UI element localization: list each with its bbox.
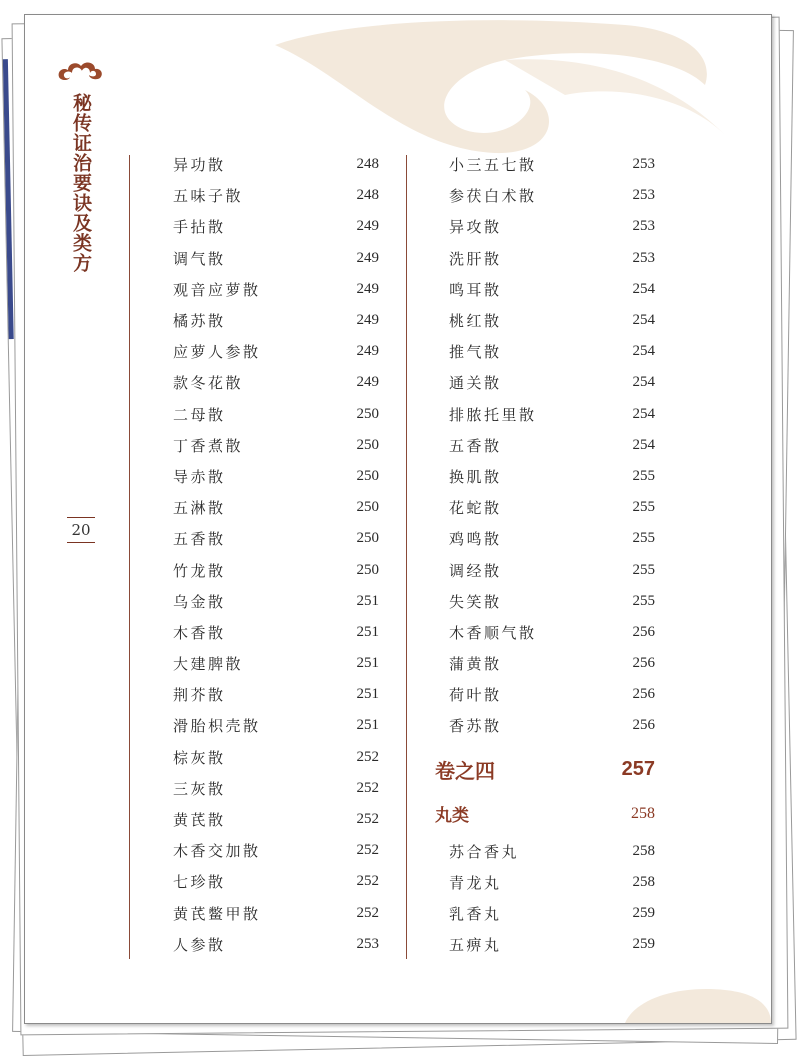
toc-column-right: [435, 149, 655, 960]
toc-entry-page: 253: [632, 187, 655, 204]
toc-column-left: [173, 149, 379, 960]
toc-entry[interactable]: [173, 804, 379, 835]
toc-entry-page: 255: [632, 467, 655, 484]
toc-entry-page: 251: [356, 686, 379, 703]
toc-entry-name: 丁香煮散: [173, 436, 244, 455]
toc-entry[interactable]: [435, 554, 655, 585]
toc-entry-page: 250: [356, 561, 379, 578]
toc-entry[interactable]: [173, 710, 379, 741]
toc-entry-page: 250: [356, 499, 379, 516]
toc-entry-name: 棕灰散: [173, 748, 226, 767]
toc-entry-page: 255: [632, 592, 655, 609]
toc-entry[interactable]: [435, 929, 655, 960]
toc-entry-page: 253: [632, 156, 655, 173]
toc-entry-name: 调气散: [173, 249, 226, 268]
toc-entry-name: 应萝人参散: [173, 343, 261, 362]
toc-entry-page: 254: [632, 280, 655, 297]
toc-entry-name: 大建脾散: [173, 655, 244, 674]
toc-entry[interactable]: [435, 523, 655, 554]
toc-entry[interactable]: [435, 867, 655, 898]
toc-entry-name: 二母散: [173, 405, 226, 424]
toc-entry-page: 255: [632, 530, 655, 547]
toc-entry[interactable]: [173, 274, 379, 305]
column-divider-left: [129, 155, 130, 959]
toc-entry-name: 观音应萝散: [173, 280, 261, 299]
toc-entry[interactable]: [173, 523, 379, 554]
toc-entry[interactable]: [173, 430, 379, 461]
toc-entry[interactable]: [435, 836, 655, 867]
toc-entry-page: 252: [356, 779, 379, 796]
toc-entry-name: 五淋散: [173, 499, 226, 518]
toc-entry-page: 249: [356, 249, 379, 266]
toc-entry-name: 推气散: [449, 343, 502, 362]
toc-entry-name: 导赤散: [173, 467, 226, 486]
toc-entry-page: 253: [632, 218, 655, 235]
toc-entry-page: 252: [356, 811, 379, 828]
section-heading-name: 卷之四: [435, 759, 495, 784]
toc-entry-name: 鸡鸣散: [449, 530, 502, 549]
toc-entry[interactable]: [173, 898, 379, 929]
toc-entry-page: 250: [356, 530, 379, 547]
section-heading-page: 257: [621, 758, 655, 781]
toc-entry[interactable]: [435, 149, 655, 180]
toc-entry[interactable]: [173, 648, 379, 679]
toc-entry-name: 香苏散: [449, 717, 502, 736]
toc-entry-page: 254: [632, 436, 655, 453]
toc-entry-name: 排脓托里散: [449, 405, 537, 424]
toc-entry[interactable]: [173, 742, 379, 773]
toc-entry-name: 异功散: [173, 156, 226, 175]
toc-entry-page: 255: [632, 561, 655, 578]
toc-entry-name: 五香散: [449, 436, 502, 455]
toc-entry-page: 256: [632, 686, 655, 703]
toc-entry[interactable]: [173, 211, 379, 242]
toc-entry[interactable]: [435, 679, 655, 710]
toc-entry-name: 桃红散: [449, 312, 502, 331]
toc-entry[interactable]: [173, 679, 379, 710]
toc-entry[interactable]: [173, 305, 379, 336]
toc-entry-name: 三灰散: [173, 779, 226, 798]
decorative-swirl-background: [25, 15, 771, 1023]
toc-entry[interactable]: [435, 243, 655, 274]
toc-entry[interactable]: [435, 461, 655, 492]
toc-entry-page: 251: [356, 655, 379, 672]
toc-entry[interactable]: [435, 399, 655, 430]
toc-entry[interactable]: [173, 492, 379, 523]
toc-entry-page: 251: [356, 623, 379, 640]
toc-entry-page: 249: [356, 374, 379, 391]
toc-entry-page: 252: [356, 904, 379, 921]
toc-entry-page: 248: [356, 156, 379, 173]
book-title-vertical: 秘传证治要诀及类方: [70, 93, 92, 273]
toc-entry[interactable]: [173, 617, 379, 648]
toc-entry[interactable]: [435, 336, 655, 367]
toc-entry-name: 调经散: [449, 561, 502, 580]
toc-entry-name: 木香顺气散: [449, 623, 537, 642]
toc-entry-page: 256: [632, 655, 655, 672]
toc-entry-name: 黄芪鳖甲散: [173, 904, 261, 923]
toc-entry-name: 参茯白术散: [449, 187, 537, 206]
toc-entry-page: 249: [356, 312, 379, 329]
toc-entry-page: 248: [356, 187, 379, 204]
toc-entry[interactable]: [173, 866, 379, 897]
toc-entry-page: 259: [632, 905, 655, 922]
toc-entry-page: 258: [632, 842, 655, 859]
toc-entry-name: 滑胎枳壳散: [173, 717, 261, 736]
toc-entry-page: 249: [356, 343, 379, 360]
toc-entry[interactable]: [173, 773, 379, 804]
toc-entry-page: 252: [356, 873, 379, 890]
subsection-heading-pills[interactable]: [435, 792, 655, 836]
toc-entry-page: 256: [632, 717, 655, 734]
toc-entry-name: 通关散: [449, 374, 502, 393]
toc-entry-name: 竹龙散: [173, 561, 226, 580]
toc-entry-name: 花蛇散: [449, 499, 502, 518]
toc-entry-name: 异攻散: [449, 218, 502, 237]
toc-entry-name: 失笑散: [449, 592, 502, 611]
toc-entry-name: 人参散: [173, 935, 226, 954]
toc-entry-name: 木香散: [173, 623, 226, 642]
toc-entry[interactable]: [435, 648, 655, 679]
toc-entry[interactable]: [435, 180, 655, 211]
toc-entry[interactable]: [435, 492, 655, 523]
toc-entry-name: 黄芪散: [173, 811, 226, 830]
toc-entry[interactable]: [173, 149, 379, 180]
toc-entry[interactable]: [173, 586, 379, 617]
toc-entry-name: 青龙丸: [449, 873, 502, 892]
toc-entry[interactable]: [435, 367, 655, 398]
toc-entry-page: 254: [632, 343, 655, 360]
toc-entry-name: 五痹丸: [449, 936, 502, 955]
toc-entry-name: 七珍散: [173, 873, 226, 892]
column-divider-middle: [406, 155, 407, 959]
toc-entry-page: 251: [356, 717, 379, 734]
toc-entry[interactable]: [435, 898, 655, 929]
toc-entry[interactable]: [435, 617, 655, 648]
book-page: [24, 14, 772, 1024]
toc-entry[interactable]: [173, 399, 379, 430]
toc-entry-page: 254: [632, 312, 655, 329]
toc-entry-name: 手拈散: [173, 218, 226, 237]
toc-entry-page: 250: [356, 467, 379, 484]
auspicious-cloud-icon: [55, 57, 105, 83]
toc-entry-page: 251: [356, 592, 379, 609]
toc-entry[interactable]: [173, 929, 379, 960]
toc-entry[interactable]: [435, 430, 655, 461]
toc-entry-page: 255: [632, 499, 655, 516]
toc-entry-name: 乳香丸: [449, 905, 502, 924]
toc-entry-name: 木香交加散: [173, 842, 261, 861]
toc-entry[interactable]: [173, 461, 379, 492]
toc-entry-page: 252: [356, 748, 379, 765]
toc-entry[interactable]: [435, 274, 655, 305]
toc-entry-page: 258: [632, 873, 655, 890]
toc-entry-page: 254: [632, 405, 655, 422]
toc-entry[interactable]: [173, 554, 379, 585]
toc-entry[interactable]: [173, 243, 379, 274]
toc-entry[interactable]: [173, 336, 379, 367]
toc-entry[interactable]: [173, 180, 379, 211]
toc-entry-name: 荆芥散: [173, 686, 226, 705]
toc-entry-page: 249: [356, 218, 379, 235]
toc-entry-name: 苏合香丸: [449, 842, 520, 861]
toc-entry-name: 蒲黄散: [449, 655, 502, 674]
toc-entry-name: 换肌散: [449, 467, 502, 486]
section-heading-volume-four[interactable]: [435, 748, 655, 792]
toc-entry[interactable]: [435, 211, 655, 242]
toc-entry-page: 249: [356, 280, 379, 297]
toc-entry-name: 橘苏散: [173, 312, 226, 331]
toc-entry-page: 253: [356, 935, 379, 952]
toc-entry-page: 259: [632, 936, 655, 953]
toc-entry-name: 款冬花散: [173, 374, 244, 393]
toc-entry-page: 254: [632, 374, 655, 391]
toc-entry-name: 乌金散: [173, 592, 226, 611]
toc-entry-name: 五香散: [173, 530, 226, 549]
toc-entry-name: 鸣耳散: [449, 280, 502, 299]
toc-entry[interactable]: [173, 367, 379, 398]
toc-entry-page: 250: [356, 436, 379, 453]
subsection-heading-name: 丸类: [435, 806, 469, 827]
toc-entry-name: 小三五七散: [449, 156, 537, 175]
toc-entry-page: 252: [356, 842, 379, 859]
toc-entry[interactable]: [435, 586, 655, 617]
toc-entry-page: 250: [356, 405, 379, 422]
toc-entry[interactable]: [173, 835, 379, 866]
toc-entry-name: 五味子散: [173, 187, 244, 206]
subsection-heading-page: 258: [631, 804, 655, 822]
toc-entry-page: 256: [632, 623, 655, 640]
toc-entry-page: 253: [632, 249, 655, 266]
toc-entry[interactable]: [435, 710, 655, 741]
toc-entry[interactable]: [435, 305, 655, 336]
page-number: 20: [67, 517, 95, 543]
toc-entry-name: 荷叶散: [449, 686, 502, 705]
toc-entry-name: 洗肝散: [449, 249, 502, 268]
